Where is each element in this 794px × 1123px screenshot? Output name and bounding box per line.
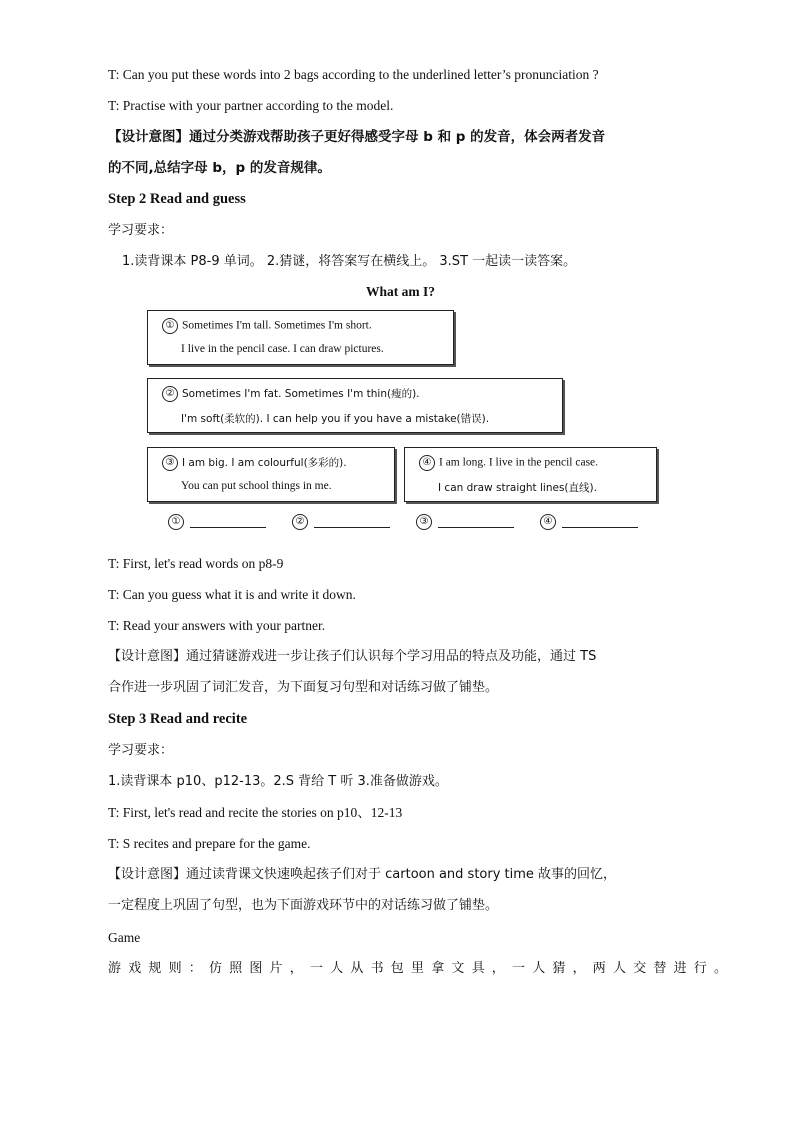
design-intent: 合作进一步巩固了词汇发音，为下面复习句型和对话练习做了铺垫。	[108, 680, 499, 695]
riddle-box	[147, 378, 563, 433]
answer-blank	[292, 514, 390, 530]
design-intent: 一定程度上巩固了句型，也为下面游戏环节中的对话练习做了铺垫。	[108, 898, 499, 913]
circled-number: ②	[162, 386, 178, 402]
figure-title: What am I?	[366, 284, 436, 299]
answer-blank	[416, 514, 514, 530]
design-intent: 【设计意图】通过读背课文快速唤起孩子们对于 cartoon and story time 故事的回忆，	[108, 867, 617, 882]
design-intent: 【设计意图】通过分类游戏帮助孩子更好得感受字母 b 和 p 的发音，体会两者发音	[108, 129, 606, 145]
answer-blank	[168, 514, 266, 530]
cropped-text-fragment	[160, 533, 300, 538]
section-label: Game	[108, 930, 141, 945]
design-intent: 【设计意图】通过猜谜游戏进一步让孩子们认识每个学习用品的特点及功能，通过 TS	[108, 649, 597, 664]
instruction-line: T: Can you guess what it is and write it down.	[108, 587, 356, 602]
requirements-items: 1.读背课本 P8-9 单词。 2.猜谜，将答案写在横线上。 3.ST 一起读一读答案。	[122, 254, 577, 269]
game-rules: 游戏规则：仿照图片，一人从书包里拿文具，一人猜，两人交替进行。	[108, 961, 735, 976]
answer-blank	[540, 514, 638, 530]
instruction-line: T: Practise with your partner according to the model.	[108, 98, 394, 113]
riddle-line: Sometimes I'm tall. Sometimes I'm short.	[182, 319, 372, 332]
riddle-box	[147, 310, 454, 365]
riddle-line: I can draw straight lines(直线).	[438, 482, 597, 494]
riddle-line: I live in the pencil case. I can draw pictures.	[181, 343, 384, 355]
circled-number: ②	[292, 514, 308, 530]
requirements-items: 1.读背课本 p10、p12-13。2.S 背给 T 听 3.准备做游戏。	[108, 774, 448, 789]
step-heading: Step 3 Read and recite	[108, 711, 248, 727]
instruction-line: T: S recites and prepare for the game.	[108, 836, 311, 851]
instruction-line: T: First, let's read words on p8-9	[108, 556, 284, 571]
circled-number: ③	[416, 514, 432, 530]
circled-number: ①	[168, 514, 184, 530]
riddle-box	[404, 447, 657, 502]
riddle-line: I'm soft(柔软的). I can help you if you have a mistake(错误).	[181, 413, 490, 425]
requirements-label: 学习要求：	[108, 223, 174, 238]
riddle-line: I am long. I live in the pencil case.	[439, 456, 599, 469]
circled-number: ③	[162, 455, 178, 471]
step-heading: Step 2 Read and guess	[108, 191, 246, 207]
instruction-line: T: Can you put these words into 2 bags according to the underlined letter’s pronunciation ?	[108, 67, 599, 82]
circled-number: ①	[162, 318, 178, 334]
circled-number: ④	[540, 514, 556, 530]
circled-number: ④	[419, 455, 435, 471]
requirements-label: 学习要求：	[108, 743, 174, 758]
riddle-box	[147, 447, 395, 502]
design-intent: 的不同,总结字母 b，p 的发音规律。	[108, 160, 331, 176]
riddle-line: Sometimes I'm fat. Sometimes I'm thin(瘦的).	[182, 388, 420, 400]
riddle-line: You can put school things in me.	[181, 480, 332, 492]
instruction-line: T: Read your answers with your partner.	[108, 618, 326, 633]
instruction-line: T: First, let's read and recite the stories on p10、12-13	[108, 805, 403, 820]
riddle-line: I am big. I am colourful(多彩的).	[182, 457, 347, 469]
